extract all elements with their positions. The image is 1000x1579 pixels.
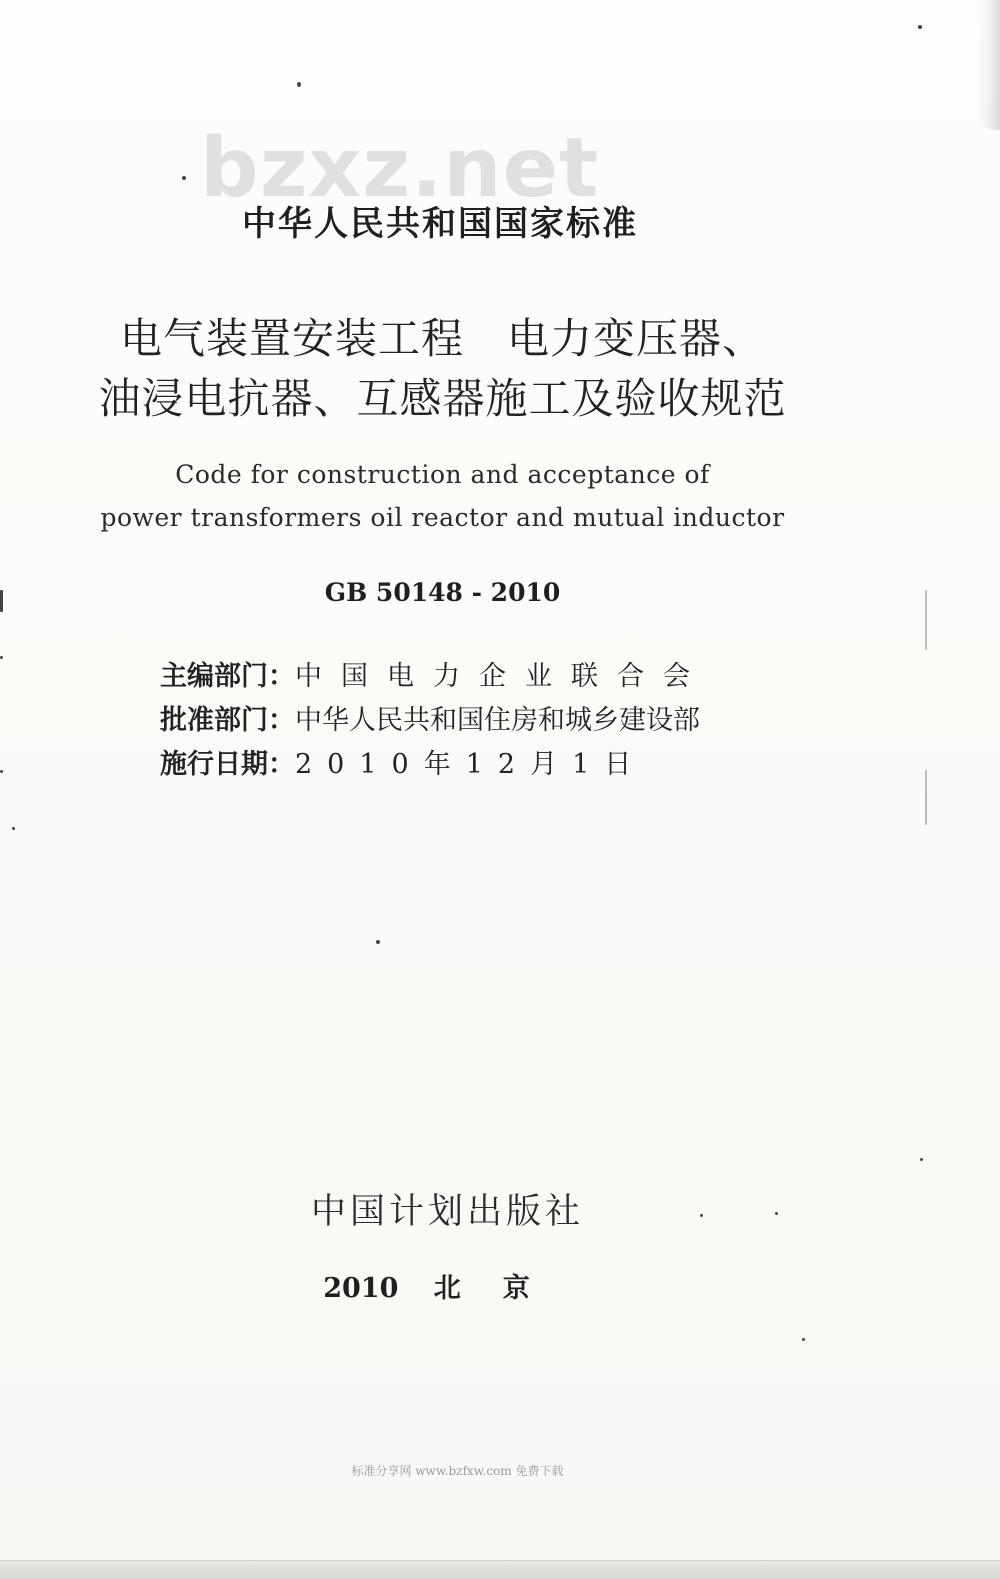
approver-label: 批准部门：: [160, 705, 295, 736]
scan-speck: [925, 770, 927, 825]
title-cn-line1: 电气装置安装工程 电力变压器、: [119, 314, 765, 363]
standard-code: GB 50148 - 2010: [324, 578, 561, 607]
publication-city: 北京: [433, 1273, 572, 1304]
page-edge-shadow: [978, 0, 1000, 130]
scan-speck: [12, 827, 15, 830]
editor-value: 中国电力企业联合会: [295, 661, 709, 692]
scan-speck: [0, 656, 3, 659]
date-value: 2010年12月1日: [295, 749, 647, 780]
date-label: 施行日期：: [160, 749, 295, 780]
scan-speck: [182, 176, 186, 180]
scan-speck: [918, 25, 922, 29]
title-cn-line2: 油浸电抗器、互感器施工及验收规范: [98, 374, 787, 423]
watermark-text: bzxz.net: [200, 121, 600, 216]
editor-label: 主编部门：: [160, 661, 295, 692]
footer-note: 标准分享网 www.bzfxw.com 免费下载: [351, 1464, 564, 1478]
date-row: [160, 742, 646, 781]
approver-row: [160, 698, 700, 737]
standard-category: 中华人民共和国国家标准: [242, 204, 638, 244]
publication-line: [0, 1266, 895, 1305]
scan-speck: [376, 940, 380, 944]
scan-speck: [700, 1214, 703, 1217]
scan-speck: [0, 590, 3, 612]
scan-speck: [802, 1338, 805, 1341]
editor-row: [160, 654, 709, 693]
bottom-scroll-bar: [0, 1560, 1000, 1579]
title-en-line1: Code for construction and acceptance of: [175, 460, 710, 489]
title-en-line2: power transformers oil reactor and mutual inductor: [100, 503, 785, 532]
scan-speck: [297, 82, 301, 87]
publication-year: 2010: [323, 1273, 399, 1304]
scan-speck: [925, 590, 927, 650]
publisher-name: 中国计划出版社: [310, 1192, 584, 1232]
scan-speck: [920, 1158, 923, 1161]
scan-speck: [0, 770, 3, 773]
approver-value: 中华人民共和国住房和城乡建设部: [295, 705, 700, 736]
scan-speck: [775, 1212, 778, 1215]
